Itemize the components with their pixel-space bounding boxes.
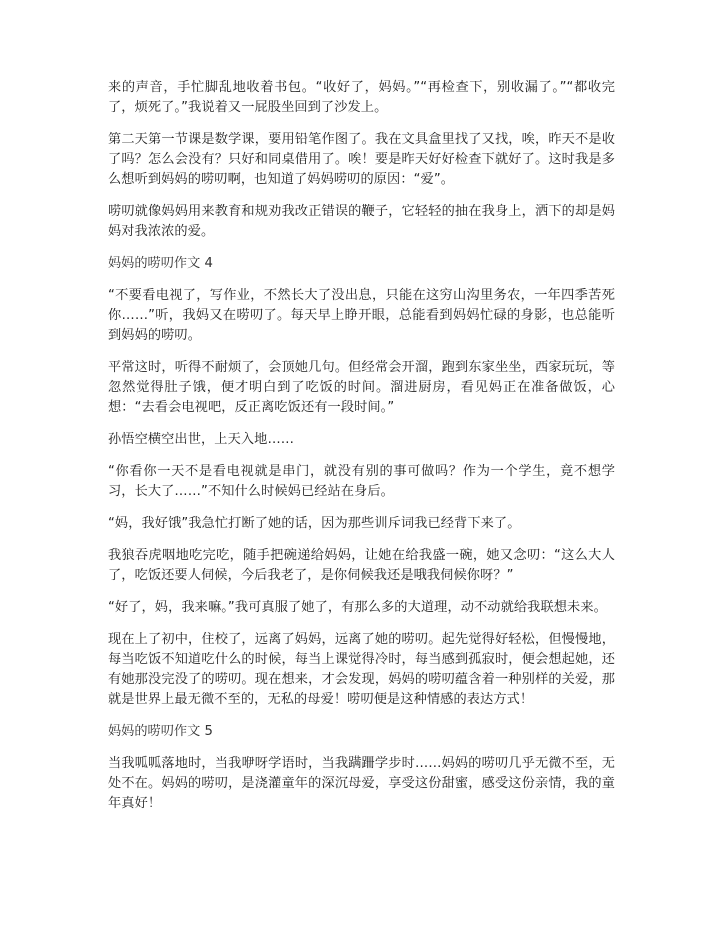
section-title-4: 妈妈的唠叨作文 4 [108, 256, 213, 271]
paragraph-2: 第二天第一节课是数学课，要用铅笔作图了。我在文具盒里找了又找，唉，昨天不是收了吗？怎么会没有？只好和同桌借用了。唉！要是昨天好好检查下就好了。这时我是多么想听到妈妈的唠叨啊，也知道了妈妈唠叨的原因：“爱”。 [108, 132, 615, 187]
paragraph-11: “好了，妈，我来嘛。”我可真服了她了，有那么多的大道理，动不动就给我联想未来。 [108, 600, 607, 615]
document-page [108, 78, 615, 826]
paragraph-14: 当我呱呱落地时，当我咿呀学语时，当我蹒跚学步时……妈妈的唠叨几乎无微不至，无处不在。妈妈的唠叨，是浇灌童年的深沉母爱，享受这份甜蜜，感受这份亲情，我的童年真好！ [108, 756, 615, 811]
paragraph-8: “你看你一天不是看电视就是串门，就没有别的事可做吗？作为一个学生，竟不想学习，长大了……”不知什么时候妈已经站在身后。 [108, 464, 615, 499]
paragraph-9: “妈，我好饿”我急忙打断了她的话，因为那些训斥词我已经背下来了。 [108, 516, 521, 531]
paragraph-5: “不要看电视了，写作业，不然长大了没出息，只能在这穷山沟里务农，一年四季苦死你……”听，我妈又在唠叨了。每天早上睁开眼，总能看到妈妈忙碌的身影，也总能听到妈妈的唠叨。 [108, 288, 615, 343]
paragraph-1: 来的声音，手忙脚乱地收着书包。“收好了，妈妈。”“再检查下，别收漏了。”“都收完了，烦死了。”我说着又一屁股坐回到了沙发上。 [108, 80, 615, 115]
section-title-5: 妈妈的唠叨作文 5 [108, 724, 213, 739]
paragraph-10: 我狼吞虎咽地吃完吃，随手把碗递给妈妈，让她在给我盛一碗，她又念叨：“这么大人了，吃饭还要人伺候，今后我老了，是你伺候我还是哦我伺候你呀？” [108, 548, 615, 583]
paragraph-3: 唠叨就像妈妈用来教育和规劝我改正错误的鞭子，它轻轻的抽在我身上，洒下的却是妈妈对我浓浓的爱。 [108, 204, 615, 239]
paragraph-6: 平常这时，听得不耐烦了，会顶她几句。但经常会开溜，跑到东家坐坐，西家玩玩，等忽然觉得肚子饿，便才明白到了吃饭的时间。溜进厨房，看见妈正在准备做饭，心想：“去看会电视吧，反正离吃饭还有一段时间。” [108, 360, 615, 415]
paragraph-12: 现在上了初中，住校了，远离了妈妈，远离了她的唠叨。起先觉得好轻松，但慢慢地，每当吃饭不知道吃什么的时候，每当上课觉得冷时，每当感到孤寂时，便会想起她，还有她那没完没了的唠叨。现在想来，才会发现，妈妈的唠叨蕴含着一种别样的关爱，那就是世界上最无微不至的，无私的母爱！唠叨便是这种情感的表达方式！ [108, 632, 615, 707]
paragraph-7: 孙悟空横空出世，上天入地…… [108, 432, 295, 447]
